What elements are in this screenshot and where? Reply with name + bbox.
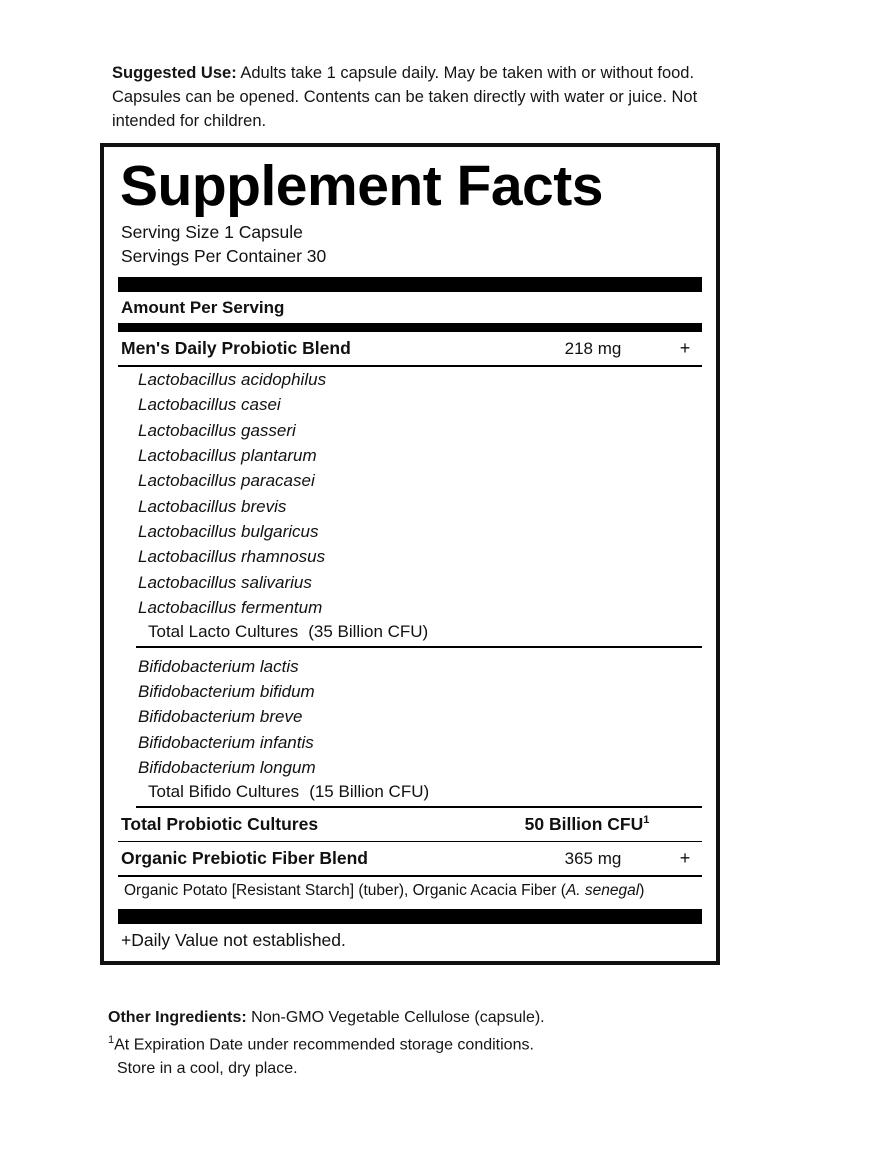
serving-size: Serving Size 1 Capsule xyxy=(121,222,303,243)
list-item: Lactobacillus paracasei xyxy=(138,471,315,491)
blend-amount: 218 mg xyxy=(564,339,622,359)
bifido-total-cfu: (15 Billion CFU) xyxy=(309,782,430,802)
list-item: Bifidobacterium breve xyxy=(138,707,303,727)
list-item: Lactobacillus fermentum xyxy=(138,597,323,617)
suggested-use-text: Adults take 1 capsule daily. May be taken with or without food. Capsules can be opened. Contents can be taken directly with water or juice. Not intended for children. xyxy=(112,64,698,130)
amount-per-serving-header: Amount Per Serving xyxy=(121,298,285,318)
servings-per-container: Servings Per Container 30 xyxy=(121,245,327,266)
daily-value-footnote: +Daily Value not established. xyxy=(121,929,346,950)
blend-daily-value: + xyxy=(679,848,691,869)
bifido-total-label: Total Bifido Cultures xyxy=(148,782,300,802)
list-item: Lactobacillus casei xyxy=(138,395,281,415)
list-item: Bifidobacterium bifidum xyxy=(138,681,315,701)
other-ingredients-line xyxy=(108,1006,748,1030)
prebiotic-ingredients-post: ) xyxy=(639,881,645,899)
prebiotic-ingredients xyxy=(124,882,702,900)
storage-note-text: Store in a cool, dry place. xyxy=(117,1060,298,1078)
supplement-facts-panel xyxy=(100,143,720,965)
bifido-strain-list xyxy=(118,654,702,781)
list-item: Lactobacillus salivarius xyxy=(138,572,312,592)
blend-name: Men's Daily Probiotic Blend xyxy=(121,338,351,359)
lacto-strain-list xyxy=(118,367,702,620)
blend-name: Organic Prebiotic Fiber Blend xyxy=(121,848,368,869)
list-item: Bifidobacterium longum xyxy=(138,757,316,777)
divider-thin-under-prebiotic-blend xyxy=(118,875,702,877)
blend-amount: 365 mg xyxy=(564,849,622,869)
list-item: Bifidobacterium infantis xyxy=(138,732,314,752)
footer-block xyxy=(108,1006,748,1081)
list-item: Lactobacillus rhamnosus xyxy=(138,547,326,567)
blend-row-prebiotic xyxy=(121,848,702,869)
prebiotic-ingredients-pre: Organic Potato [Resistant Starch] (tuber), Organic Acacia Fiber ( xyxy=(124,881,566,899)
expiration-footnote xyxy=(108,1032,748,1057)
list-item: Lactobacillus bulgaricus xyxy=(138,521,319,541)
total-probiotic-row xyxy=(121,814,702,835)
blend-daily-value: + xyxy=(679,338,691,359)
suggested-use-block xyxy=(112,62,732,134)
divider-thin-above-total-probiotic xyxy=(136,806,702,808)
expiration-footnote-text: At Expiration Date under recommended storage conditions. xyxy=(114,1036,534,1054)
lacto-total-label: Total Lacto Cultures xyxy=(148,622,299,642)
other-ingredients-text: Non-GMO Vegetable Cellulose (capsule). xyxy=(246,1009,545,1026)
total-probiotic-amount-text: 50 Billion CFU xyxy=(524,813,644,834)
suggested-use-label: Suggested Use: xyxy=(112,64,237,82)
divider-thin-between-strain-groups xyxy=(136,646,702,648)
total-probiotic-amount xyxy=(472,814,702,835)
expiration-footnote-marker: 1 xyxy=(108,1034,115,1046)
lacto-total-cfu: (35 Billion CFU) xyxy=(308,622,429,642)
divider-medium xyxy=(118,323,702,332)
list-item: Lactobacillus brevis xyxy=(138,496,287,516)
total-probiotic-footnote-marker: 1 xyxy=(643,813,650,826)
bifido-total-line xyxy=(148,782,702,802)
total-probiotic-label: Total Probiotic Cultures xyxy=(121,813,319,834)
divider-thick-top xyxy=(118,277,702,292)
divider-thin-above-prebiotic xyxy=(118,841,702,843)
prebiotic-ingredients-italic: A. senegal xyxy=(565,881,640,899)
list-item: Lactobacillus gasseri xyxy=(138,420,296,440)
list-item: Lactobacillus plantarum xyxy=(138,445,317,465)
list-item: Lactobacillus acidophilus xyxy=(138,369,327,389)
lacto-total-line xyxy=(148,622,702,642)
divider-thick-bottom xyxy=(118,909,702,924)
blend-row-probiotic xyxy=(121,338,702,359)
list-item: Bifidobacterium lactis xyxy=(138,656,299,676)
other-ingredients-label: Other Ingredients: xyxy=(108,1009,247,1026)
storage-note xyxy=(108,1057,748,1081)
page-title: Supplement Facts xyxy=(120,154,603,218)
